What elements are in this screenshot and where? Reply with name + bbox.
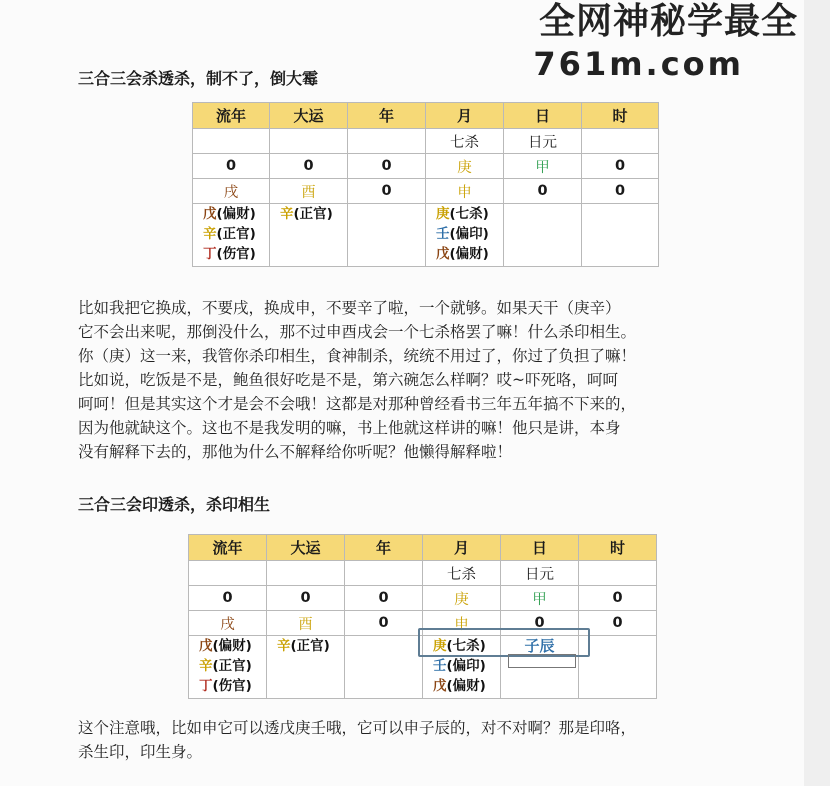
stem: 辛 — [280, 206, 294, 222]
hidden-stems-dayun — [267, 636, 345, 699]
role: (正官) — [212, 658, 252, 674]
cell: 酉 — [267, 611, 345, 636]
stem: 戊 — [203, 206, 217, 222]
section1-heading: 三合三会杀透杀，制不了，倒大霉 — [78, 69, 319, 88]
cell: 申 — [423, 611, 501, 636]
cell: 0 — [348, 179, 426, 204]
cell: 0 — [193, 154, 270, 179]
role: (偏印) — [449, 226, 489, 242]
table-row-hidden-stems — [193, 204, 659, 267]
hidden-stems-month — [426, 204, 504, 267]
header-liunian: 流年 — [193, 103, 270, 129]
text-line: 没有解释下去的，那他为什么不解释给你听呢？他懒得解释啦！ — [78, 443, 513, 461]
cell: 0 — [582, 154, 659, 179]
table-row-stems — [193, 154, 659, 179]
header-hour: 时 — [582, 103, 659, 129]
hidden-stems-liunian — [189, 636, 267, 699]
cell: 0 — [579, 611, 657, 636]
bazi-table-1 — [192, 102, 659, 267]
header-month: 月 — [426, 103, 504, 129]
cell: 庚 — [423, 586, 501, 611]
role: (偏印) — [446, 658, 486, 674]
stem: 丁 — [203, 246, 217, 262]
section2-heading: 三合三会印透杀，杀印相生 — [78, 495, 271, 514]
text-line: 呵呵！但是其实这个才是会不会哦！这都是对那种曾经看书三年五年搞不下来的， — [78, 395, 637, 413]
text-line: 比如我把它换成，不要戌，换成申，不要辛了啦，一个就够。如果天干（庚辛） — [78, 299, 621, 317]
cell: 甲 — [504, 154, 582, 179]
header-year: 年 — [348, 103, 426, 129]
cell — [582, 129, 659, 154]
watermark-url: 761m.com — [533, 45, 744, 83]
header-dayun: 大运 — [270, 103, 348, 129]
stem: 戊 — [199, 638, 213, 654]
stem: 庚 — [433, 638, 447, 654]
cell: 0 — [345, 586, 423, 611]
cell — [579, 561, 657, 586]
cell: 0 — [267, 586, 345, 611]
role: (偏财) — [446, 678, 486, 694]
highlight-sub-box — [508, 654, 576, 668]
stem: 戊 — [436, 246, 450, 262]
cell: 七杀 — [426, 129, 504, 154]
day-branch-combo: 子辰 — [501, 636, 579, 699]
cell: 七杀 — [423, 561, 501, 586]
text-line: 你（庚）这一来，我管你杀印相生，食神制杀，统统不用过了，你过了负担了嘛！ — [78, 347, 637, 365]
stem: 辛 — [199, 658, 213, 674]
cell — [348, 204, 426, 267]
cell: 0 — [579, 586, 657, 611]
role: (正官) — [293, 206, 333, 222]
table-row-shishen — [189, 561, 657, 586]
paragraph-1 — [78, 296, 636, 464]
table-header-row — [193, 103, 659, 129]
text-line: 因为他就缺这个。这也不是我发明的嘛，书上他就这样讲的嘛！他只是讲，本身 — [78, 419, 621, 437]
header-dayun: 大运 — [267, 535, 345, 561]
role: (偏财) — [449, 246, 489, 262]
table-row-branches — [193, 179, 659, 204]
header-liunian: 流年 — [189, 535, 267, 561]
stem: 戊 — [433, 678, 447, 694]
watermark-title: 全网神秘学最全 — [538, 1, 798, 42]
header-year: 年 — [345, 535, 423, 561]
cell: 0 — [270, 154, 348, 179]
header-month: 月 — [423, 535, 501, 561]
cell: 戌 — [189, 611, 267, 636]
cell — [189, 561, 267, 586]
paragraph-2 — [78, 716, 636, 764]
header-day: 日 — [504, 103, 582, 129]
cell: 庚 — [426, 154, 504, 179]
table-row-shishen — [193, 129, 659, 154]
stem: 壬 — [433, 658, 447, 674]
table-header-row — [189, 535, 657, 561]
text-line: 它不会出来呢，那倒没什么，那不过申酉戌会一个七杀格罢了嘛！什么杀印相生。 — [78, 323, 637, 341]
role: (伤官) — [212, 678, 252, 694]
cell — [348, 129, 426, 154]
cell — [345, 636, 423, 699]
watermark — [533, 0, 798, 84]
table-row-stems — [189, 586, 657, 611]
stem: 辛 — [203, 226, 217, 242]
cell — [267, 561, 345, 586]
cell: 日元 — [501, 561, 579, 586]
cell: 0 — [504, 179, 582, 204]
header-hour: 时 — [579, 535, 657, 561]
text-line: 比如说，吃饭是不是，鲍鱼很好吃是不是，第六碗怎么样啊？哎~吓死咯，呵呵 — [78, 371, 618, 389]
hidden-stems-dayun — [270, 204, 348, 267]
stem: 辛 — [277, 638, 291, 654]
highlight-box — [418, 628, 590, 657]
cell — [504, 204, 582, 267]
cell: 0 — [348, 154, 426, 179]
role: (正官) — [216, 226, 256, 242]
cell — [582, 204, 659, 267]
cell: 申 — [426, 179, 504, 204]
role: (伤官) — [216, 246, 256, 262]
cell: 0 — [501, 611, 579, 636]
role: (正官) — [290, 638, 330, 654]
cell: 日元 — [504, 129, 582, 154]
header-day: 日 — [501, 535, 579, 561]
cell — [345, 561, 423, 586]
role: (七杀) — [449, 206, 489, 222]
cell — [193, 129, 270, 154]
cell: 0 — [345, 611, 423, 636]
role: (偏财) — [212, 638, 252, 654]
cell — [579, 636, 657, 699]
cell: 0 — [582, 179, 659, 204]
cell: 酉 — [270, 179, 348, 204]
bazi-table-2 — [188, 534, 657, 699]
text-line: 杀生印，印生身。 — [78, 743, 203, 761]
hidden-stems-liunian — [193, 204, 270, 267]
stem: 壬 — [436, 226, 450, 242]
scrollbar[interactable] — [804, 0, 830, 786]
cell — [270, 129, 348, 154]
role: (偏财) — [216, 206, 256, 222]
cell: 甲 — [501, 586, 579, 611]
stem: 丁 — [199, 678, 213, 694]
cell: 0 — [189, 586, 267, 611]
cell: 戌 — [193, 179, 270, 204]
role: (七杀) — [446, 638, 486, 654]
text-line: 这个注意哦，比如申它可以透戊庚壬哦，它可以申子辰的，对不对啊？那是印咯， — [78, 719, 637, 737]
stem: 庚 — [436, 206, 450, 222]
